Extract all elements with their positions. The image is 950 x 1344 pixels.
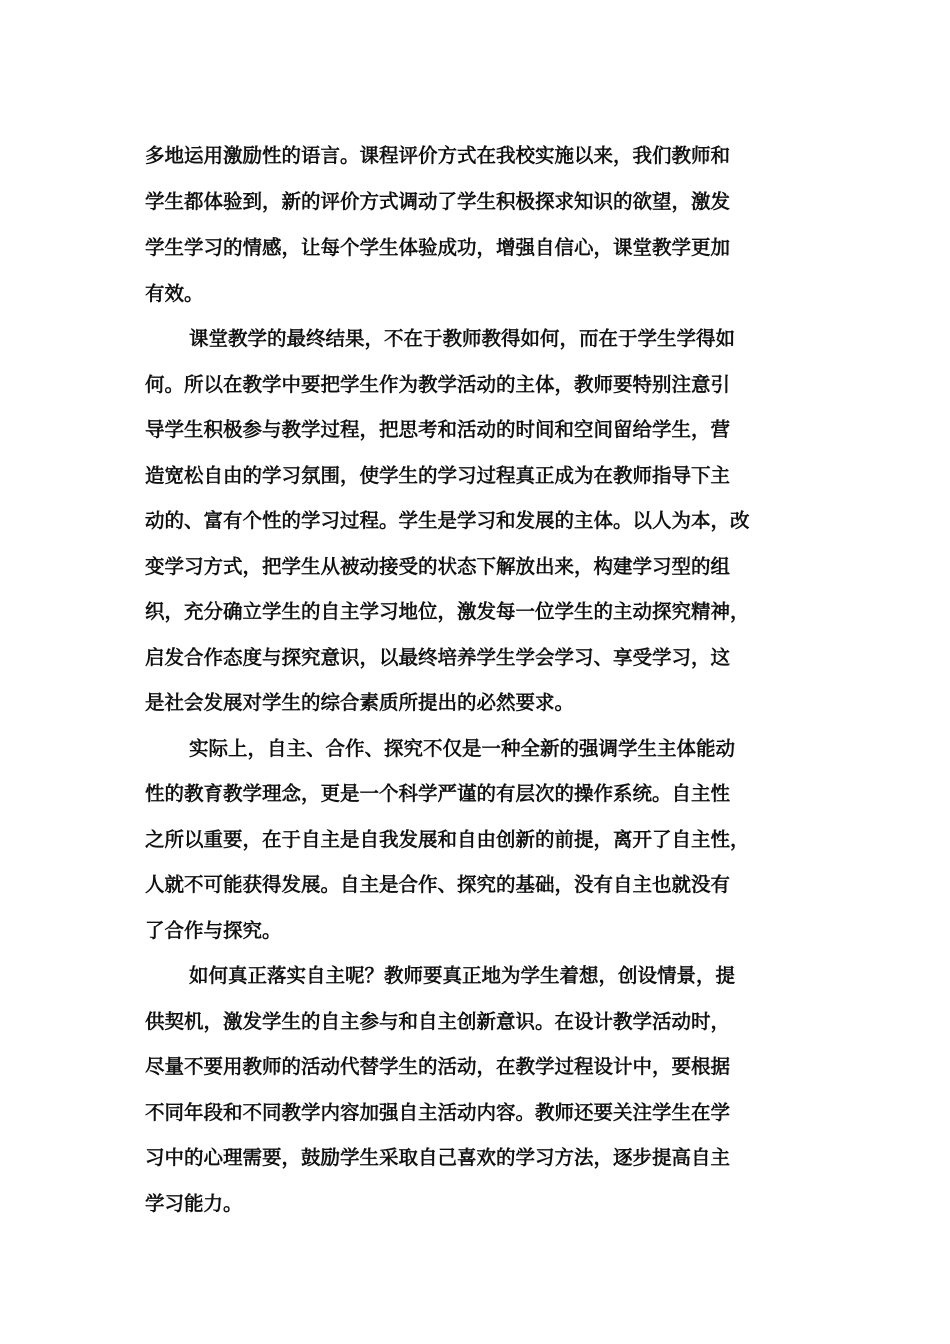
text-line: 如何真正落实自主呢？教师要真正地为学生着想，创设情景，提: [189, 964, 736, 987]
text-line: 多地运用激励性的语言。课程评价方式在我校实施以来，我们教师和: [145, 144, 731, 167]
text-line: 实际上，自主、合作、探究不仅是一种全新的强调学生主体能动: [189, 737, 736, 760]
text-line: 造宽松自由的学习氛围，使学生的学习过程真正成为在教师指导下主: [145, 464, 731, 487]
text-line: 学生学习的情感，让每个学生体验成功，增强自信心，课堂教学更加: [145, 236, 731, 259]
text-line: 学习能力。: [145, 1192, 243, 1215]
text-line: 供契机，激发学生的自主参与和自主创新意识。在设计教学活动时，: [145, 1010, 731, 1033]
text-line: 性的教育教学理念，更是一个科学严谨的有层次的操作系统。自主性: [145, 782, 731, 805]
text-line: 是社会发展对学生的综合素质所提出的必然要求。: [145, 691, 575, 714]
text-line: 不同年段和不同教学内容加强自主活动内容。教师还要关注学生在学: [145, 1101, 731, 1124]
text-line: 了合作与探究。: [145, 919, 282, 942]
text-line: 有效。: [145, 282, 204, 305]
text-line: 尽量不要用教师的活动代替学生的活动，在教学过程设计中，要根据: [145, 1055, 731, 1078]
text-line: 习中的心理需要，鼓励学生采取自己喜欢的学习方法，逐步提高自主: [145, 1146, 731, 1169]
text-line: 变学习方式，把学生从被动接受的状态下解放出来，构建学习型的组: [145, 555, 731, 578]
text-line: 课堂教学的最终结果，不在于教师教得如何，而在于学生学得如: [189, 327, 736, 350]
text-line: 学生都体验到，新的评价方式调动了学生积极探求知识的欲望，激发: [145, 190, 731, 213]
text-line: 之所以重要，在于自主是自我发展和自由创新的前提，离开了自主性，: [145, 828, 750, 851]
text-line: 导学生积极参与教学过程，把思考和活动的时间和空间留给学生，营: [145, 418, 731, 441]
text-line: 动的、富有个性的学习过程。学生是学习和发展的主体。以人为本，改: [145, 509, 750, 532]
text-line: 启发合作态度与探究意识，以最终培养学生学会学习、享受学习，这: [145, 646, 731, 669]
text-line: 人就不可能获得发展。自主是合作、探究的基础，没有自主也就没有: [145, 873, 731, 896]
text-line: 织，充分确立学生的自主学习地位，激发每一位学生的主动探究精神，: [145, 600, 750, 623]
text-line: 何。所以在教学中要把学生作为教学活动的主体，教师要特别注意引: [145, 373, 731, 396]
